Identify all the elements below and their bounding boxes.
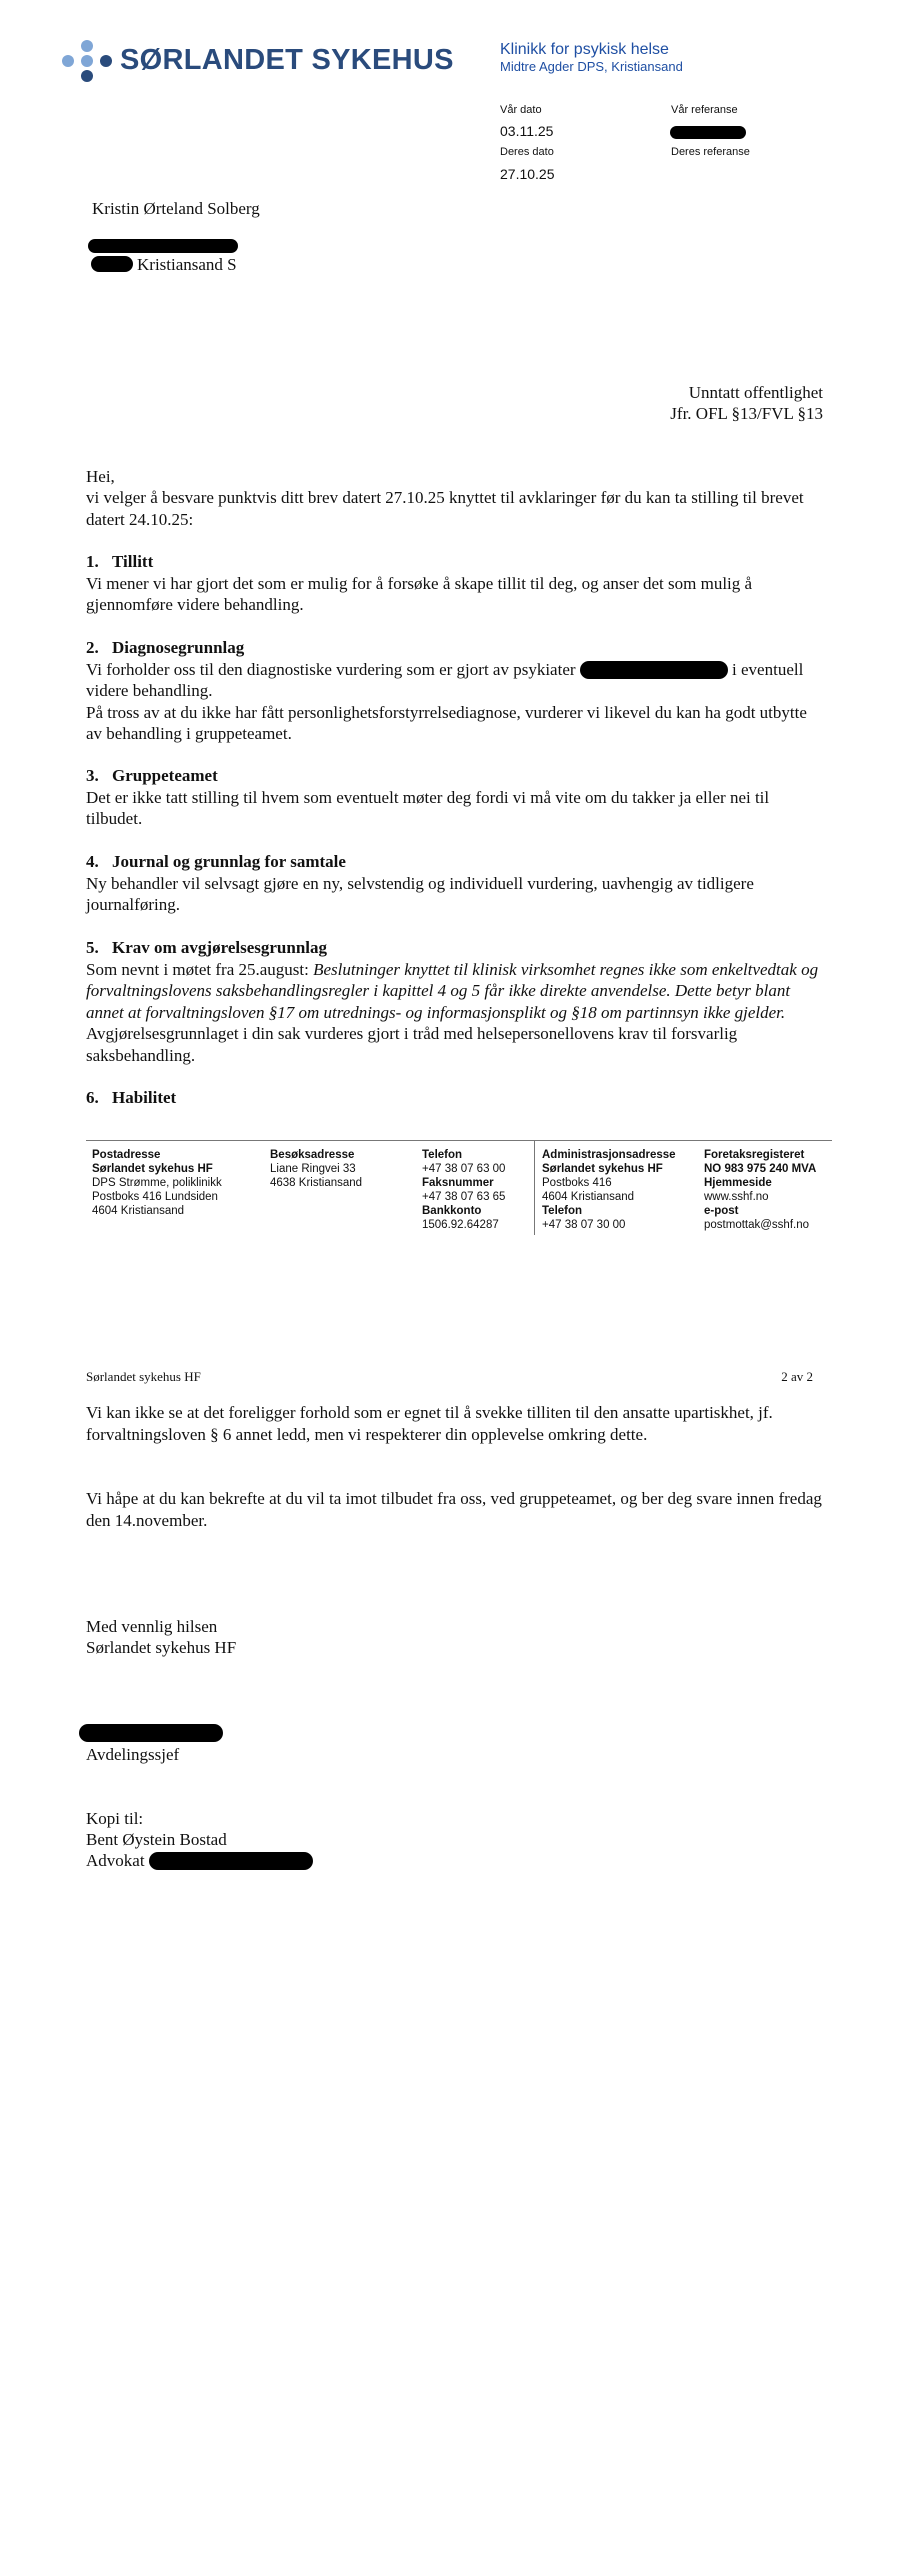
clinic-info: [500, 40, 683, 75]
signer-title: Avdelingssjef: [86, 1745, 180, 1764]
section-1: [86, 551, 826, 616]
redacted-recipient-postcode: [91, 256, 133, 272]
footer-org: Sørlandet sykehus HF: [92, 1163, 213, 1175]
section-2: [86, 637, 826, 745]
logo-dot-icon: [81, 70, 93, 82]
section-text-start: Vi forholder oss til den diagnostiske vurdering som er gjort av psykiater: [86, 659, 576, 679]
section-text-plain-end: Avgjørelsesgrunnlaget i din sak vurderes gjort i tråd med helsepersonellovens krav til forsvarlig saksbehandling.: [86, 1024, 738, 1065]
clinic-name: Klinikk for psykisk helse: [500, 41, 669, 58]
page2-header-org: Sørlandet sykehus HF: [86, 1369, 201, 1384]
footer-label: Faksnummer: [422, 1177, 494, 1189]
footer-label: Administrasjonsadresse: [542, 1149, 676, 1161]
closing-request: Vi håpe at du kan bekrefte at du vil ta imot tilbudet fra oss, ved gruppeteamet, og ber deg svare innen fredag den 14.november.: [86, 1489, 822, 1530]
section-title: Gruppeteamet: [112, 766, 218, 785]
section-title: Krav om avgjørelsesgrunnlag: [112, 938, 328, 957]
footer-label: Telefon: [542, 1205, 583, 1217]
footer-line: Liane Ringvei 33: [270, 1163, 356, 1175]
copy-lawyer: [86, 1850, 826, 1872]
footer-divider: [86, 1140, 832, 1141]
footer-org: Sørlandet sykehus HF: [542, 1163, 663, 1175]
footer-line: Postboks 416 Lundsiden: [92, 1191, 218, 1203]
footer-line: 4604 Kristiansand: [92, 1205, 185, 1217]
section-4: [86, 851, 826, 916]
footer-bank-account: 1506.92.64287: [422, 1219, 499, 1231]
footer-phone: [422, 1148, 505, 1232]
copy-label: Kopi til:: [86, 1809, 144, 1828]
section-heading: [86, 851, 826, 873]
section-text: [86, 959, 826, 1067]
section-heading: [86, 551, 826, 573]
footer-label: e-post: [704, 1205, 739, 1217]
their-reference-label: Deres referanse: [671, 146, 750, 158]
section-heading: [86, 765, 826, 787]
section-heading: [86, 937, 826, 959]
footer-admin-address: [542, 1148, 676, 1232]
section-text: Det er ikke tatt stilling til hvem som eventuelt møter deg fordi vi må vite om du takker ja eller nei til tilbudet.: [86, 787, 770, 828]
logo-dot-icon: [100, 55, 112, 67]
section-heading: [86, 1087, 826, 1109]
section-number: 1.: [86, 552, 99, 571]
habilitet-text: Vi kan ikke se at det foreligger forhold som er egnet til å svekke tilliten til den ansatte upartiskhet, jf. forvaltningsloven § 6 annet ledd, men vi respekterer din opplevelse omkring dette.: [86, 1403, 773, 1444]
section-number: 4.: [86, 852, 99, 871]
redacted-lawyer-name: [149, 1852, 313, 1870]
footer-line: 4638 Kristiansand: [270, 1177, 363, 1189]
our-date: 03.11.25: [500, 123, 554, 139]
greeting: Hei,: [86, 467, 115, 486]
their-date: 27.10.25: [500, 166, 555, 182]
recipient-name: Kristin Ørteland Solberg: [92, 199, 260, 218]
section-text: Vi mener vi har gjort det som er mulig for å forsøke å skape tillit til deg, og anser det som mulig å gjennomføre videre behandling.: [86, 573, 753, 614]
redacted-recipient-address: [88, 239, 238, 253]
section-text-quote: Beslutninger knyttet til klinisk virksomhet regnes ikke som enkeltvedtak og forvaltningslovens saksbehandlingsregler i kapittel 4 og 5 får ikke direkte anvendelse. Dette betyr blant annet at forvaltningsloven §17 om utrednings- og informasjonsplikt og §18 om partinnsyn ikke gjelder.: [86, 959, 819, 1022]
section-text-end: i eventuell videre behandling.: [86, 659, 804, 700]
section-6: [86, 1087, 826, 1109]
section-title: Habilitet: [112, 1088, 177, 1107]
logo-dot-icon: [81, 55, 93, 67]
footer-column-divider: [534, 1140, 535, 1235]
footer-visit-address: [270, 1148, 362, 1190]
page-number: 2 av 2: [781, 1369, 813, 1384]
footer-postal-address: [92, 1148, 222, 1218]
their-date-label: Deres dato: [500, 146, 554, 158]
recipient-city: Kristiansand S: [137, 255, 237, 274]
organization-name: SØRLANDET SYKEHUS: [120, 44, 454, 76]
footer-email-link[interactable]: postmottak@sshf.no: [704, 1219, 809, 1231]
footer-line: Postboks 416: [542, 1177, 612, 1189]
footer-org-number: NO 983 975 240 MVA: [704, 1163, 817, 1175]
classification-line1: Unntatt offentlighet: [688, 383, 823, 402]
footer-admin-phone: +47 38 07 30 00: [542, 1219, 626, 1231]
hospital-logo: [62, 40, 454, 90]
section-number: 2.: [86, 638, 99, 657]
section-title: Tillitt: [112, 552, 154, 571]
footer-phone-number: +47 38 07 63 00: [422, 1163, 506, 1175]
section-title: Diagnosegrunnlag: [112, 638, 245, 657]
copy-lawyer-prefix: Advokat: [86, 1851, 145, 1870]
our-reference-label: Vår referanse: [671, 104, 738, 116]
footer-line: 4604 Kristiansand: [542, 1191, 635, 1203]
intro-paragraph: vi velger å besvare punktvis ditt brev datert 27.10.25 knyttet til avklaringer før du kan ta stilling til brevet datert 24.10.25:: [86, 488, 804, 529]
footer-label: Postadresse: [92, 1149, 161, 1161]
section-heading: [86, 637, 826, 659]
section-number: 3.: [86, 766, 99, 785]
section-text-plain: Som nevnt i møtet fra 25.august:: [86, 959, 314, 979]
department-name: Midtre Agder DPS, Kristiansand: [500, 59, 683, 74]
footer-website-link[interactable]: www.sshf.no: [704, 1191, 769, 1203]
section-number: 5.: [86, 938, 99, 957]
section-number: 6.: [86, 1088, 99, 1107]
section-3: [86, 765, 826, 830]
section-title: Journal og grunnlag for samtale: [112, 852, 346, 871]
copy-recipient: Bent Øystein Bostad: [86, 1830, 227, 1849]
footer-label: Bankkonto: [422, 1205, 482, 1217]
our-date-label: Vår dato: [500, 104, 542, 116]
logo-dot-icon: [81, 40, 93, 52]
footer-line: DPS Strømme, poliklinikk: [92, 1177, 222, 1189]
redacted-psychiatrist-name: [580, 661, 728, 679]
footer-label: Hjemmeside: [704, 1177, 772, 1189]
section-5: [86, 937, 826, 1066]
sign-off: Med vennlig hilsen: [86, 1617, 218, 1636]
section-text: Ny behandler vil selvsagt gjøre en ny, selvstendig og individuell vurdering, uavhengig av tidligere journalføring.: [86, 873, 754, 914]
footer-label: Besøksadresse: [270, 1149, 355, 1161]
redacted-our-reference: [670, 126, 746, 139]
redacted-signer-name: [79, 1724, 223, 1742]
footer-label: Telefon: [422, 1149, 463, 1161]
footer-label: Foretaksregisteret: [704, 1149, 805, 1161]
classification-line2: Jfr. OFL §13/FVL §13: [670, 404, 823, 423]
section-text-2: På tross av at du ikke har fått personlighetsforstyrrelsediagnose, vurderer vi likevel du kan ha godt utbytte av behandling i gruppeteamet.: [86, 702, 807, 743]
section-text: [86, 659, 826, 702]
logo-dot-icon: [62, 55, 74, 67]
footer-registry: [704, 1148, 816, 1232]
sign-org: Sørlandet sykehus HF: [86, 1638, 237, 1657]
footer-fax-number: +47 38 07 63 65: [422, 1191, 506, 1203]
